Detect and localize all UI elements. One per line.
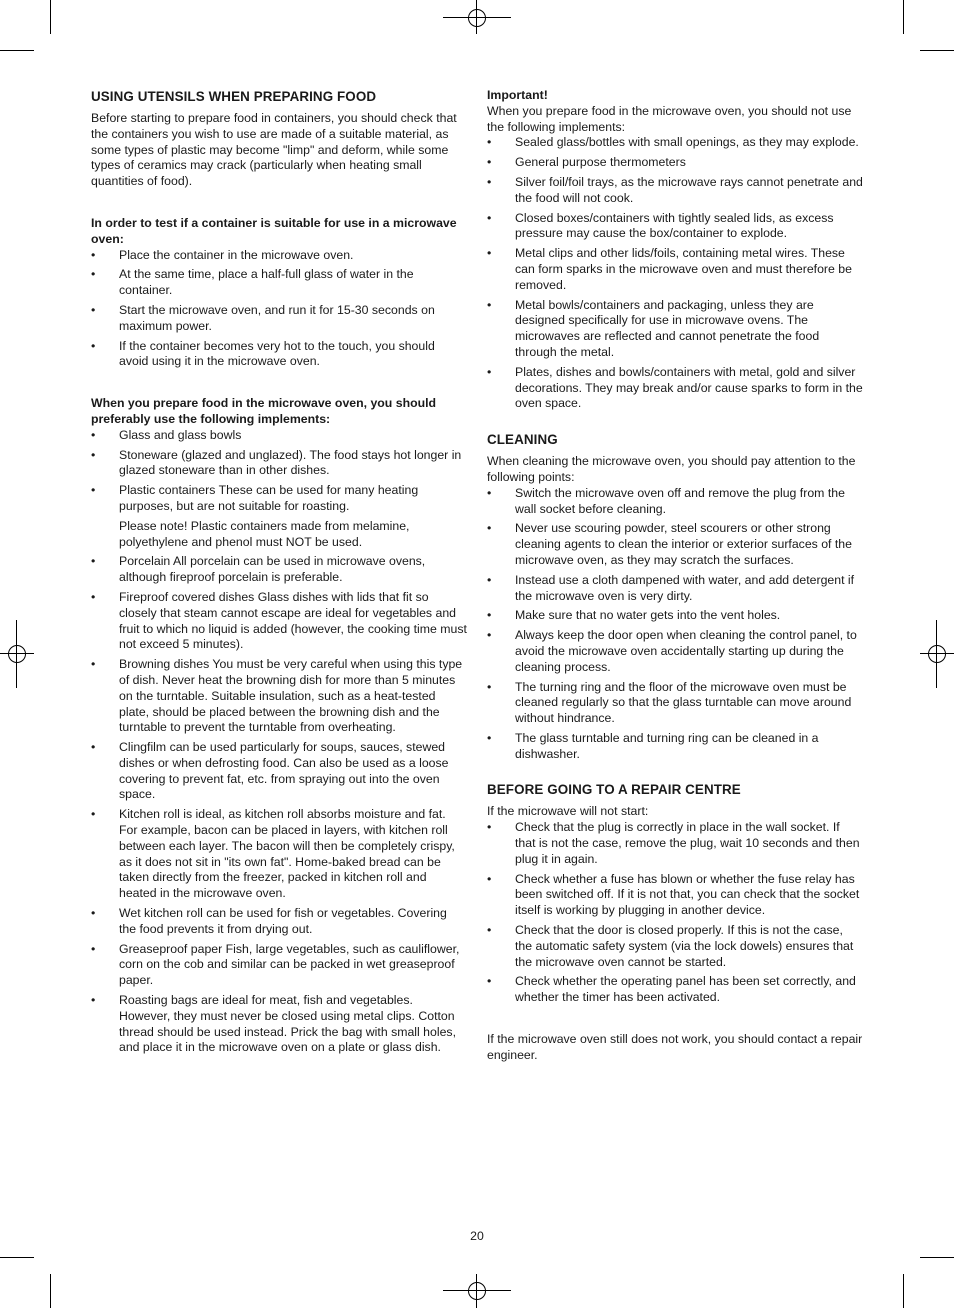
list-item: • General purpose thermometers [487, 155, 863, 171]
cleaning-intro: When cleaning the microwave oven, you should pay attention to the following points: [487, 454, 856, 484]
list-item: • Greaseproof paper Fish, large vegetables, such as cauliflower, corn on the cob and similar can be packed in wet greaseproof paper. [91, 942, 467, 989]
list-item: • Make sure that no water gets into the vent holes. [487, 608, 863, 624]
list-item: • The glass turntable and turning ring can be cleaned in a dishwasher. [487, 731, 863, 763]
list-item: • Browning dishes You must be very careful when using this type of dish. Never heat the browning dish for more than 5 minutes on the turntable. Suitable insulation, such as a heat-tested plate, should be placed between the browning dish and the turntable to prevent the turntable from overheating. [91, 657, 467, 736]
list-item: • Place the container in the microwave oven. [91, 248, 467, 264]
list-item: • Instead use a cloth dampened with water, and add detergent if the microwave oven is very dirty. [487, 573, 863, 605]
list-item [91, 483, 467, 550]
list-item: • Stoneware (glazed and unglazed). The food stays hot longer in glazed stoneware than in other dishes. [91, 448, 467, 480]
list-item: • Switch the microwave oven off and remove the plug from the wall socket before cleaning. [487, 486, 863, 518]
list-item: • Wet kitchen roll can be used for fish or vegetables. Covering the food prevents it from drying out. [91, 906, 467, 938]
list-item: • Check whether the operating panel has been set correctly, and whether the timer has been activated. [487, 974, 863, 1006]
avoid-list [487, 135, 863, 412]
list-item: • Check that the door is closed properly. If this is not the case, the automatic safety system (via the lock dowels) ensures that the microwave oven cannot be started. [487, 923, 863, 970]
prefer-heading: When you prepare food in the microwave oven, you should preferably use the following implements: [91, 396, 437, 426]
cleaning-list [487, 486, 863, 763]
left-column [91, 88, 467, 1060]
repair-closing: If the microwave oven still does not work, you should contact a repair engineer. [487, 1032, 863, 1062]
list-item: • Sealed glass/bottles with small openings, as they may explode. [487, 135, 863, 151]
list-item: • Never use scouring powder, steel scourers or other strong cleaning agents to clean the interior or exterior surfaces of the microwave oven, as they may scratch the surfaces. [487, 521, 863, 568]
list-item: • Roasting bags are ideal for meat, fish and vegetables. However, they must never be closed using metal clips. Cotton thread should be used instead. Prick the bag with small holes, and place it in the microwave oven on a plate or glass dish. [91, 993, 467, 1056]
list-item: • Fireproof covered dishes Glass dishes with lids that fit so closely that steam cannot escape are ideal for vegetables and fruit to which no liquid is added (however, the cooking time must not exceed 5 minutes). [91, 590, 467, 653]
list-item-text: Plastic containers These can be used for many heating purposes, but are not suitable for roasting. [119, 483, 419, 513]
list-item: • Always keep the door open when cleaning the control panel, to avoid the microwave oven accidentally starting up during the cleaning process. [487, 628, 863, 675]
list-item: • If the container becomes very hot to the touch, you should avoid using it in the microwave oven. [91, 339, 467, 371]
section-heading-utensils: USING UTENSILS WHEN PREPARING FOOD [91, 89, 377, 104]
list-item: • Metal clips and other lids/foils, containing metal wires. These can form sparks in the microwave oven and must therefore be removed. [487, 246, 863, 293]
section-heading-repair: BEFORE GOING TO A REPAIR CENTRE [487, 782, 741, 798]
section-heading-cleaning: CLEANING [487, 432, 558, 448]
list-item: • Closed boxes/containers with tightly sealed lids, as excess pressure may cause the box/container to explode. [487, 211, 863, 243]
list-item: • Kitchen roll is ideal, as kitchen roll absorbs moisture and fat. For example, bacon can be placed in layers, with kitchen roll between each layer. The bacon will then be completely crispy, as it does not sit in "its own fat". Home-baked bread can be taken directly from the freezer, packed in kitchen roll and heated in the microwave oven. [91, 807, 467, 902]
important-label: Important! [487, 88, 548, 102]
page-number: 20 [470, 1229, 484, 1243]
list-item: • Silver foil/foil trays, as the microwave rays cannot penetrate and the food will not cook. [487, 175, 863, 207]
right-column [487, 88, 863, 1064]
test-heading: In order to test if a container is suitable for use in a microwave oven: [91, 215, 457, 246]
list-item: • Porcelain All porcelain can be used in microwave ovens, although fireproof porcelain is preferable. [91, 554, 467, 586]
list-item: • The turning ring and the floor of the microwave oven must be cleaned regularly so that the glass turntable can move around without hindrance. [487, 680, 863, 727]
prefer-list [91, 428, 467, 1056]
repair-list [487, 820, 863, 1006]
list-item: • Start the microwave oven, and run it for 15-30 seconds on maximum power. [91, 303, 467, 335]
list-item: • Plates, dishes and bowls/containers with metal, gold and silver decorations. They may break and/or cause sparks to form in the oven space. [487, 365, 863, 412]
plastic-warning-note: Please note! Plastic containers made from melamine, polyethylene and phenol must NOT be used. [119, 518, 410, 549]
repair-intro: If the microwave will not start: [487, 804, 649, 819]
list-item: • Check that the plug is correctly in place in the wall socket. If that is not the case, remove the plug, wait 10 seconds and then plug it in again. [487, 820, 863, 867]
list-item: • At the same time, place a half-full glass of water in the container. [91, 267, 467, 299]
list-item: • Metal bowls/containers and packaging, unless they are designed specifically for use in microwave ovens. The microwaves are reflected and cannot penetrate the food through the metal. [487, 298, 863, 361]
list-item: • Check whether a fuse has blown or whether the fuse relay has been switched off. If it is not that, you can check that the socket itself is working by plugging in another device. [487, 872, 863, 919]
list-item: • Clingfilm can be used particularly for soups, sauces, stewed dishes or when defrosting food. Can also be used as a loose covering to prevent fat, etc. from spraying out into the oven space. [91, 740, 467, 803]
list-item: • Glass and glass bowls [91, 428, 467, 444]
utensils-intro: Before starting to prepare food in containers, you should check that the containers you wish to use are made of a suitable material, as some types of plastic may become "limp" and deform, while some types of ceramics may crack (particularly when heating small quantities of food). [91, 111, 457, 189]
test-list [91, 248, 467, 371]
important-intro: When you prepare food in the microwave oven, you should not use the following implements: [487, 103, 852, 134]
